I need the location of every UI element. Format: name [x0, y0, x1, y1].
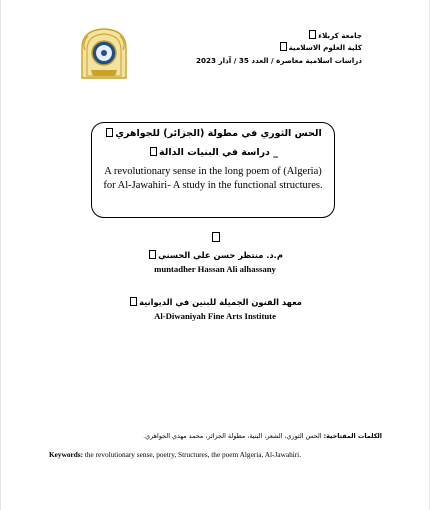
- institute-english: Al-Diwaniyah Fine Arts Institute: [154, 311, 276, 321]
- keywords-arabic-text: الحس الثوري، الشعر، البنية، مطولة الجزائر، محمد مهدي الجواهري.: [143, 432, 324, 440]
- college-name: كلية العلوم الاسلامية: [142, 42, 362, 54]
- missing-glyph-box-icon: [280, 42, 287, 51]
- missing-glyph-box-icon: [212, 232, 220, 242]
- journal-info: [142, 30, 362, 67]
- title-box: [91, 122, 335, 218]
- page-header: [0, 22, 430, 82]
- institute-arabic: معهد الفنون الجميلة للبنين في الديوانية: [0, 297, 430, 307]
- missing-glyph-box-icon: [106, 128, 113, 137]
- author-arabic: م.د. منتظر حسن علي الحسني: [0, 250, 430, 260]
- university-name: جامعة كربلاء: [142, 30, 362, 42]
- keywords-arabic: [42, 432, 382, 440]
- keywords-arabic-label: الكلمات المفتاحية:: [323, 432, 382, 440]
- missing-glyph-box-icon: [149, 250, 156, 259]
- missing-glyph-box-icon: [309, 30, 316, 39]
- keywords-english-label: Keywords:: [49, 450, 84, 459]
- english-title: A revolutionary sense in the long poem of (Algeria) for Al-Jawahiri- A study in the functional structures.: [103, 166, 323, 191]
- university-logo-icon: [78, 26, 130, 82]
- keywords-english-text: the revolutionary sense, poetry, Structures, the poem Algeria, Al-Jawahiri.: [83, 450, 302, 459]
- missing-glyph-box-icon: [130, 297, 137, 306]
- keywords-english: [49, 450, 409, 459]
- arabic-title-line1: الحس الثوري في مطولة (الجزائر) للجواهري: [92, 128, 334, 139]
- missing-glyph-box-icon: [150, 147, 157, 156]
- author-english: muntadher Hassan Ali alhassany: [154, 264, 276, 274]
- issue-line: دراسات اسلامية معاصرة / العدد 35 / آذار 2023: [196, 55, 362, 65]
- arabic-title-line2: _ دراسة في البنيات الدالة: [92, 147, 334, 158]
